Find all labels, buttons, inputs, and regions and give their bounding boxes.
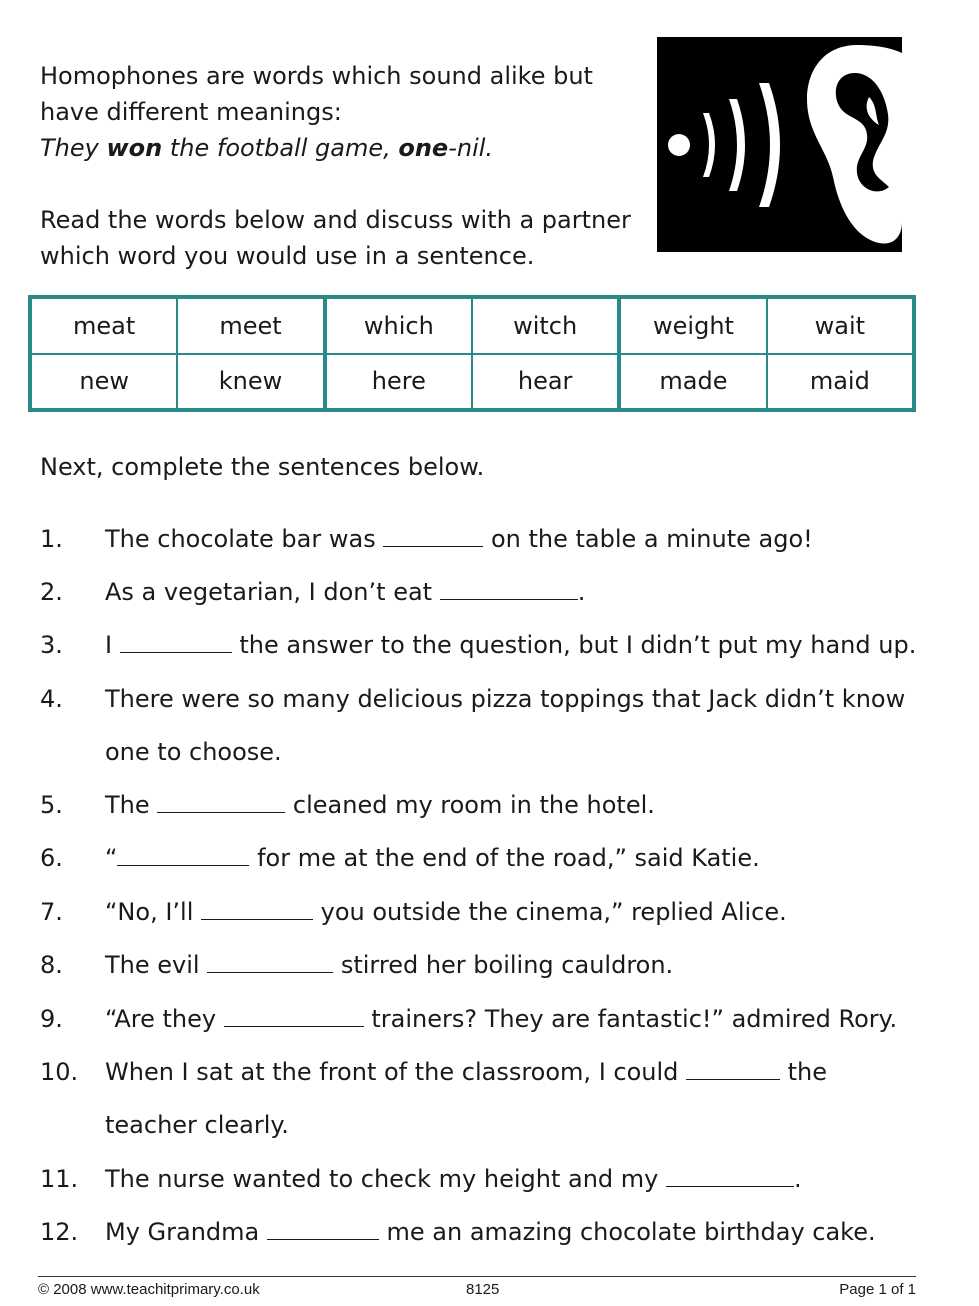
table-row bbox=[30, 297, 914, 354]
question-4: 4. There were so many delicious pizza toppings that Jack didn’t know bbox=[40, 685, 906, 713]
table-cell: new bbox=[30, 354, 177, 411]
question-4-continuation: one to choose. bbox=[105, 738, 282, 766]
example-one: one bbox=[398, 134, 449, 162]
sound-wave-1 bbox=[703, 113, 715, 177]
question-10-continuation: teacher clearly. bbox=[105, 1111, 289, 1139]
intro-line-4: which word you would use in a sentence. bbox=[40, 242, 535, 270]
sound-wave-3 bbox=[759, 83, 780, 207]
answer-blank[interactable] bbox=[224, 1004, 364, 1027]
table-cell: knew bbox=[177, 354, 324, 411]
table-cell: weight bbox=[619, 297, 766, 354]
answer-blank[interactable] bbox=[267, 1217, 379, 1240]
homophones-table bbox=[28, 295, 916, 412]
table-cell: maid bbox=[767, 354, 914, 411]
answer-blank[interactable] bbox=[157, 790, 285, 813]
intro-line-3: Read the words below and discuss with a partner bbox=[40, 206, 631, 234]
table-row bbox=[30, 354, 914, 411]
question-12: 12. My Grandma me an amazing chocolate birthday cake. bbox=[40, 1218, 876, 1246]
intro-line-1: Homophones are words which sound alike but bbox=[40, 62, 593, 90]
table-cell: witch bbox=[472, 297, 619, 354]
question-7: 7. “No, I’ll you outside the cinema,” replied Alice. bbox=[40, 898, 787, 926]
question-6: 6. “ for me at the end of the road,” said Katie. bbox=[40, 844, 760, 872]
question-2: 2. As a vegetarian, I don’t eat . bbox=[40, 578, 586, 606]
sound-wave-2 bbox=[729, 99, 745, 191]
question-9: 9. “Are they trainers? They are fantastic!” admired Rory. bbox=[40, 1005, 898, 1033]
table-cell: meat bbox=[30, 297, 177, 354]
example-won: won bbox=[106, 134, 163, 162]
answer-blank[interactable] bbox=[440, 577, 578, 600]
answer-blank[interactable] bbox=[207, 950, 333, 973]
question-3: 3. I the answer to the question, but I didn’t put my hand up. bbox=[40, 631, 917, 659]
question-5: 5. The cleaned my room in the hotel. bbox=[40, 791, 655, 819]
ear-hearing-icon bbox=[657, 37, 902, 252]
instructions: Next, complete the sentences below. bbox=[40, 453, 485, 481]
copyright-text: © 2008 www.teachitprimary.co.uk bbox=[38, 1281, 260, 1298]
question-11: 11. The nurse wanted to check my height and my . bbox=[40, 1165, 802, 1193]
intro-text bbox=[40, 58, 640, 274]
question-10: 10. When I sat at the front of the classroom, I could the bbox=[40, 1058, 828, 1086]
intro-line-2: have different meanings: bbox=[40, 98, 342, 126]
sound-dot bbox=[668, 134, 690, 156]
question-1: 1. The chocolate bar was on the table a minute ago! bbox=[40, 525, 813, 553]
example-sentence: They won the football game, one-nil. bbox=[40, 134, 494, 162]
answer-blank[interactable] bbox=[117, 843, 249, 866]
answer-blank[interactable] bbox=[383, 524, 483, 547]
table-cell: wait bbox=[767, 297, 914, 354]
table-cell: which bbox=[325, 297, 472, 354]
page-number: Page 1 of 1 bbox=[839, 1281, 916, 1298]
document-number: 8125 bbox=[466, 1281, 500, 1298]
table-cell: made bbox=[619, 354, 766, 411]
question-8: 8. The evil stirred her boiling cauldron. bbox=[40, 951, 674, 979]
answer-blank[interactable] bbox=[666, 1164, 794, 1187]
page-footer bbox=[38, 1276, 916, 1303]
answer-blank[interactable] bbox=[120, 630, 232, 653]
table-cell: hear bbox=[472, 354, 619, 411]
table-cell: meet bbox=[177, 297, 324, 354]
answer-blank[interactable] bbox=[686, 1057, 780, 1080]
table-cell: here bbox=[325, 354, 472, 411]
answer-blank[interactable] bbox=[201, 897, 313, 920]
